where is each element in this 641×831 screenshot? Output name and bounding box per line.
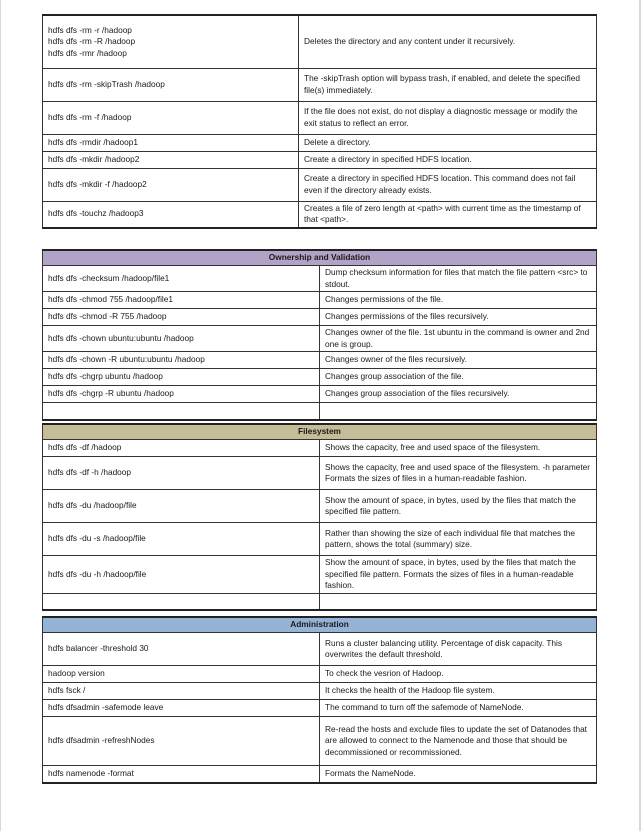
section-title: Administration	[43, 617, 597, 633]
command-cell	[43, 440, 320, 457]
table-row	[43, 134, 597, 151]
table-row	[43, 101, 597, 134]
description-cell: Delete a directory.	[299, 134, 597, 151]
command-text: hdfs dfs -touchz /hadoop3	[48, 208, 144, 219]
description-cell: Changes group association of the files recursively.	[320, 386, 597, 403]
command-cell	[43, 201, 299, 228]
description-cell: Runs a cluster balancing utility. Percentage of disk capacity. This overwrites the default threshold.	[320, 633, 597, 666]
table-row	[43, 766, 597, 783]
command-cell	[43, 490, 320, 523]
command-text: hdfs balancer -threshold 30	[48, 643, 149, 654]
description-cell: Deletes the directory and any content under it recursively.	[299, 15, 597, 68]
command-cell	[43, 68, 299, 101]
command-text: hdfs dfs -chmod -R 755 /hadoop	[48, 311, 167, 322]
command-cell	[43, 666, 320, 683]
command-text: hdfs dfs -rmdir /hadoop1	[48, 136, 138, 147]
description-cell: It checks the health of the Hadoop file system.	[320, 683, 597, 700]
command-text: hdfs dfs -rm -r /hadoop	[48, 24, 132, 35]
command-cell	[43, 168, 299, 201]
table-row	[43, 700, 597, 717]
table-row	[43, 593, 597, 610]
command-cell	[43, 556, 320, 594]
command-cell	[43, 352, 320, 369]
command-cell	[43, 326, 320, 352]
command-text: hdfs dfs -chgrp ubuntu /hadoop	[48, 371, 163, 382]
description-cell: Shows the capacity, free and used space of the filesystem. -h parameter Formats the sizes of files in a human-readable fashion.	[320, 457, 597, 490]
command-text: hdfs dfs -chown ubuntu:ubuntu /hadoop	[48, 332, 194, 343]
table-row	[43, 717, 597, 766]
table-row	[43, 68, 597, 101]
table-row	[43, 352, 597, 369]
table-row	[43, 292, 597, 309]
command-text: hdfs dfs -chown -R ubuntu:ubuntu /hadoop	[48, 354, 205, 365]
page-edge-left	[0, 0, 1, 831]
table-row	[43, 556, 597, 594]
table-row	[43, 168, 597, 201]
command-text: hdfs dfs -chmod 755 /hadoop/file1	[48, 294, 173, 305]
table-row	[43, 151, 597, 168]
table-row	[43, 457, 597, 490]
description-cell: Changes permissions of the file.	[320, 292, 597, 309]
table-row	[43, 326, 597, 352]
description-cell: The command to turn off the safemode of NameNode.	[320, 700, 597, 717]
description-cell: Show the amount of space, in bytes, used by the files that match the specified file pattern. Formats the sizes of files in a human-readable fashion.	[320, 556, 597, 594]
command-cell	[43, 700, 320, 717]
command-text: hdfs dfs -df /hadoop	[48, 442, 122, 453]
table-row	[43, 490, 597, 523]
description-cell: Shows the capacity, free and used space of the filesystem.	[320, 440, 597, 457]
description-cell: Dump checksum information for files that match the file pattern <src> to stdout.	[320, 266, 597, 292]
command-cell	[43, 369, 320, 386]
command-text: hdfs dfs -du /hadoop/file	[48, 500, 137, 511]
description-cell: Create a directory in specified HDFS location.	[299, 151, 597, 168]
command-text: hdfs fsck /	[48, 685, 86, 696]
command-cell	[43, 523, 320, 556]
command-cell	[43, 717, 320, 766]
description-cell: To check the vesrion of Hadoop.	[320, 666, 597, 683]
description-cell: Changes owner of the file. 1st ubuntu in the command is owner and 2nd one is group.	[320, 326, 597, 352]
table-row	[43, 523, 597, 556]
table-row	[43, 266, 597, 292]
description-cell: If the file does not exist, do not display a diagnostic message or modify the exit status to reflect an error.	[299, 101, 597, 134]
description-cell: Show the amount of space, in bytes, used by the files that match the specified file pattern.	[320, 490, 597, 523]
command-text: hdfs dfs -chgrp -R ubuntu /hadoop	[48, 388, 174, 399]
command-text: hdfs dfs -rm -f /hadoop	[48, 111, 132, 122]
command-cell	[43, 151, 299, 168]
command-cell	[43, 593, 320, 610]
filesystem-table	[42, 423, 597, 611]
command-text: hdfs dfs -mkdir /hadoop2	[48, 153, 140, 164]
section-title: Filesystem	[43, 424, 597, 440]
command-text: hdfs dfs -checksum /hadoop/file1	[48, 272, 170, 283]
administration-table	[42, 616, 597, 784]
table-row	[43, 386, 597, 403]
command-text: hdfs dfsadmin -safemode leave	[48, 702, 164, 713]
section-header-row	[43, 617, 597, 633]
command-cell	[43, 292, 320, 309]
command-text: hdfs dfs -rm -R /hadoop	[48, 36, 136, 46]
command-text: hdfs dfs -mkdir -f /hadoop2	[48, 178, 147, 189]
description-cell: Rather than showing the size of each individual file that matches the pattern, shows the total (summary) size.	[320, 523, 597, 556]
ownership-validation-table	[42, 249, 597, 421]
command-text: hadoop version	[48, 668, 105, 679]
command-text: hdfs dfs -du -h /hadoop/file	[48, 568, 147, 579]
section-header-row	[43, 424, 597, 440]
description-cell: Re-read the hosts and exclude files to update the set of Datanodes that are allowed to connect to the Namenode and those that should be decommissioned or recommissioned.	[320, 717, 597, 766]
description-cell: The -skipTrash option will bypass trash, if enabled, and delete the specified file(s) immediately.	[299, 68, 597, 101]
table-row	[43, 15, 597, 68]
description-cell: Changes group association of the file.	[320, 369, 597, 386]
table-row	[43, 440, 597, 457]
command-cell	[43, 683, 320, 700]
command-text: hdfs dfsadmin -refreshNodes	[48, 735, 155, 746]
command-cell	[43, 633, 320, 666]
command-cell	[43, 386, 320, 403]
command-cell	[43, 309, 320, 326]
command-cell	[43, 15, 299, 68]
table-row	[43, 369, 597, 386]
table-row	[43, 201, 597, 228]
table-row	[43, 683, 597, 700]
command-cell	[43, 403, 320, 420]
table-row	[43, 633, 597, 666]
table-row	[43, 666, 597, 683]
description-cell: Create a directory in specified HDFS location. This command does not fail even if the directory already exists.	[299, 168, 597, 201]
command-text: hdfs dfs -rm -skipTrash /hadoop	[48, 78, 165, 89]
description-cell	[320, 593, 597, 610]
command-cell	[43, 266, 320, 292]
command-cell	[43, 457, 320, 490]
section-header-row	[43, 250, 597, 266]
command-text: hdfs dfs -du -s /hadoop/file	[48, 533, 146, 544]
table-row	[43, 309, 597, 326]
delete-commands-table	[42, 14, 597, 229]
description-cell: Formats the NameNode.	[320, 766, 597, 783]
command-cell	[43, 134, 299, 151]
command-text: hdfs dfs -df -h /hadoop	[48, 467, 132, 478]
description-cell: Changes owner of the files recursively.	[320, 352, 597, 369]
description-cell: Creates a file of zero length at <path> with current time as the timestamp of that <path>.	[299, 201, 597, 228]
command-cell	[43, 766, 320, 783]
section-title: Ownership and Validation	[43, 250, 597, 266]
description-cell	[320, 403, 597, 420]
command-text: hdfs dfs -rmr /hadoop	[48, 47, 127, 58]
table-row	[43, 403, 597, 420]
command-text: hdfs namenode -format	[48, 768, 134, 778]
command-cell	[43, 101, 299, 134]
description-cell: Changes permissions of the files recursively.	[320, 309, 597, 326]
